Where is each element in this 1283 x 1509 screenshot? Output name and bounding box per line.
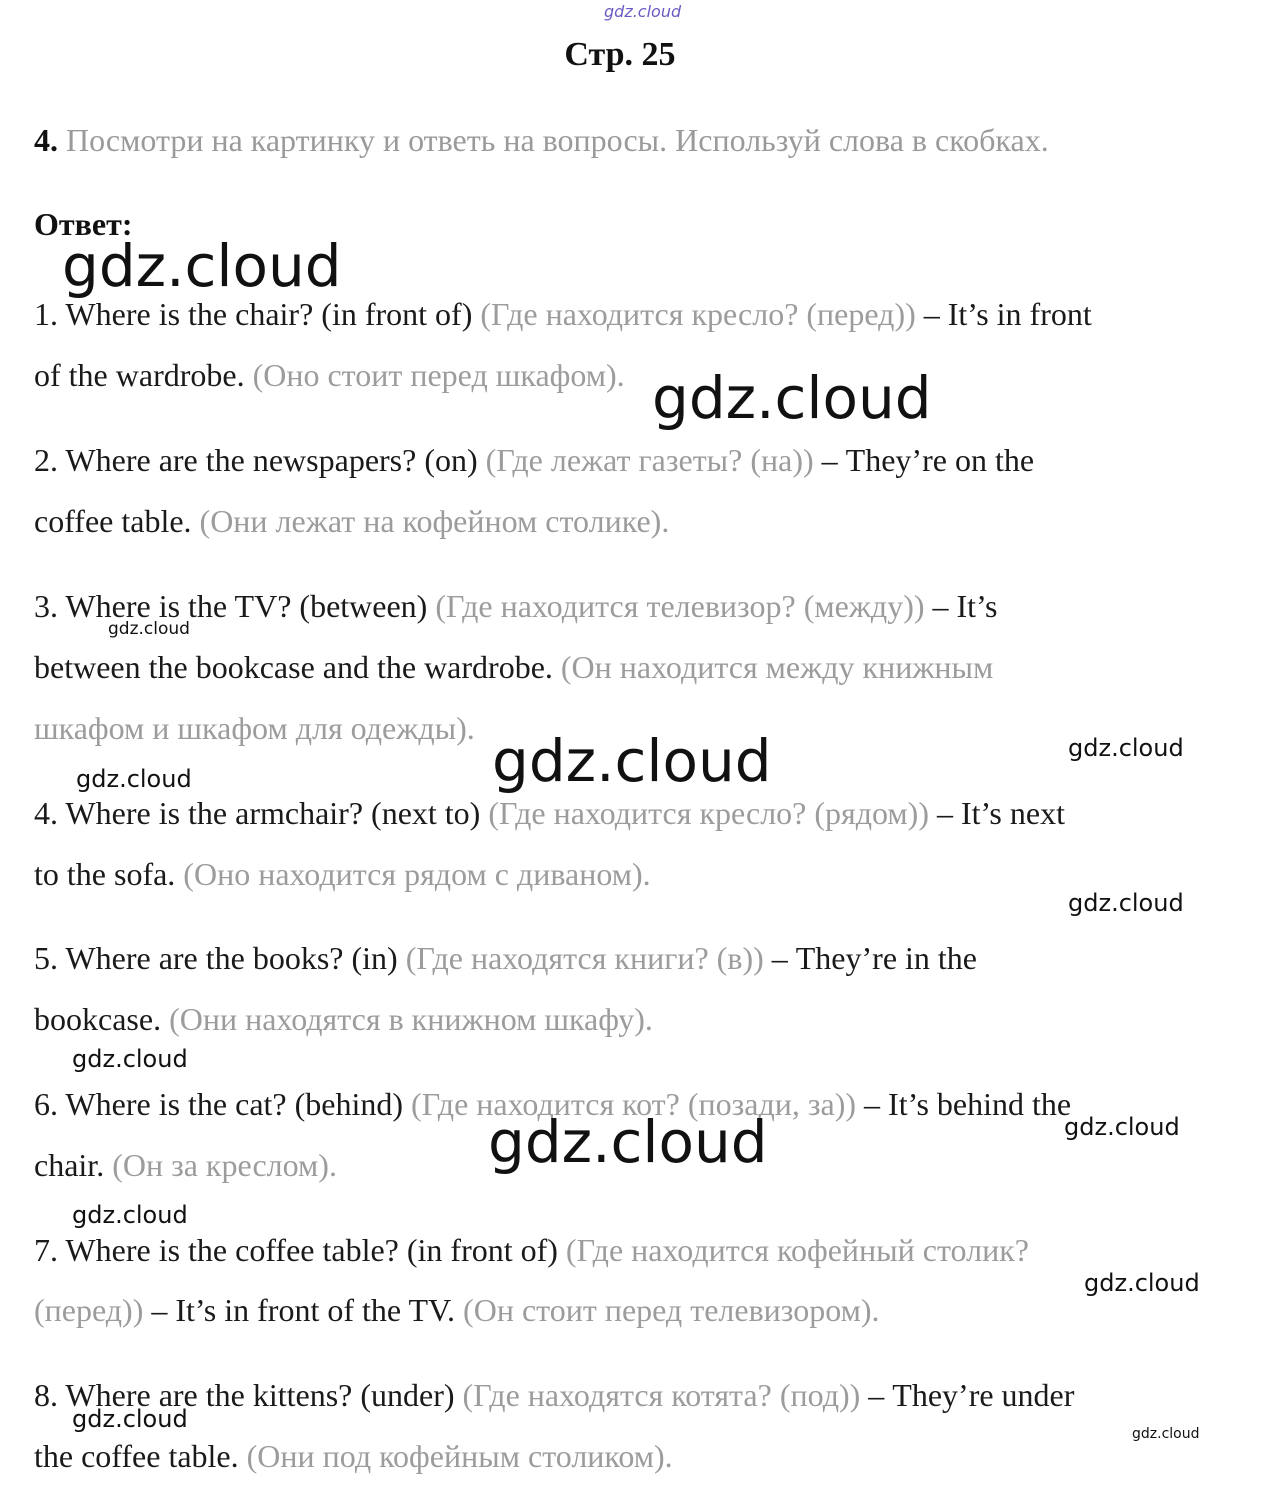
watermark-medium: gdz.cloud (1064, 1113, 1180, 1141)
watermark-medium: gdz.cloud (72, 1405, 188, 1433)
answer-6-line-2: chair. (Он за креслом). (34, 1147, 337, 1183)
answer-2-line-1: 2. Where are the newspapers? (on) (Где лежат газеты? (на)) – They’re on the (34, 442, 1035, 478)
watermark-small: gdz.cloud (108, 619, 190, 639)
answer-7-line-2: (перед)) – It’s in front of the TV. (Он стоит перед телевизором). (34, 1292, 880, 1328)
watermark-large: gdz.cloud (492, 727, 772, 795)
task-instruction (34, 122, 1049, 159)
answer-7-line-1: 7. Where is the coffee table? (in front of) (Где находится кофейный столик? (34, 1232, 1029, 1268)
page-title: Стр. 25 (564, 36, 676, 73)
answer-4-line-1: 4. Where is the armchair? (next to) (Где находится кресло? (рядом)) – It’s next (34, 795, 1065, 831)
watermark-small: gdz.cloud (1132, 1426, 1200, 1442)
answer-5-line-2: bookcase. (Они находятся в книжном шкафу). (34, 1001, 653, 1037)
watermark-large: gdz.cloud (488, 1108, 768, 1176)
watermark-large: gdz.cloud (62, 232, 342, 300)
watermark-large: gdz.cloud (652, 364, 932, 432)
answer-3-line-2: between the bookcase and the wardrobe. (Он находится между книжным (34, 649, 994, 685)
task-number: 4. (34, 122, 58, 158)
answer-8-line-2: the coffee table. (Они под кофейным столиком). (34, 1438, 673, 1474)
watermark-medium: gdz.cloud (1068, 734, 1184, 762)
answer-3-line-1: 3. Where is the TV? (between) (Где находится телевизор? (между)) – It’s (34, 588, 998, 624)
watermark-medium: gdz.cloud (72, 1201, 188, 1229)
answer-3-line-3: шкафом и шкафом для одежды). (34, 710, 475, 746)
answer-8-line-1: 8. Where are the kittens? (under) (Где находятся котята? (под)) – They’re under (34, 1377, 1075, 1413)
answer-1-line-2: of the wardrobe. (Оно стоит перед шкафом). (34, 357, 625, 393)
watermark-medium: gdz.cloud (1068, 889, 1184, 917)
watermark-medium: gdz.cloud (76, 765, 192, 793)
answer-6-line-1: 6. Where is the cat? (behind) (Где находится кот? (позади, за)) – It’s behind the (34, 1086, 1072, 1122)
answer-label: Ответ: (34, 206, 133, 242)
answer-5-line-1: 5. Where are the books? (in) (Где находятся книги? (в)) – They’re in the (34, 940, 977, 976)
task-text: Посмотри на картинку и ответь на вопросы. Используй слова в скобках. (66, 122, 1049, 158)
answer-2-line-2: coffee table. (Они лежат на кофейном столике). (34, 503, 670, 539)
watermark-top: gdz.cloud (604, 2, 682, 21)
watermark-medium: gdz.cloud (72, 1045, 188, 1073)
answer-1-line-1: 1. Where is the chair? (in front of) (Где находится кресло? (перед)) – It’s in front (34, 296, 1092, 332)
answer-4-line-2: to the sofa. (Оно находится рядом с диваном). (34, 856, 651, 892)
watermark-medium: gdz.cloud (1084, 1269, 1200, 1297)
